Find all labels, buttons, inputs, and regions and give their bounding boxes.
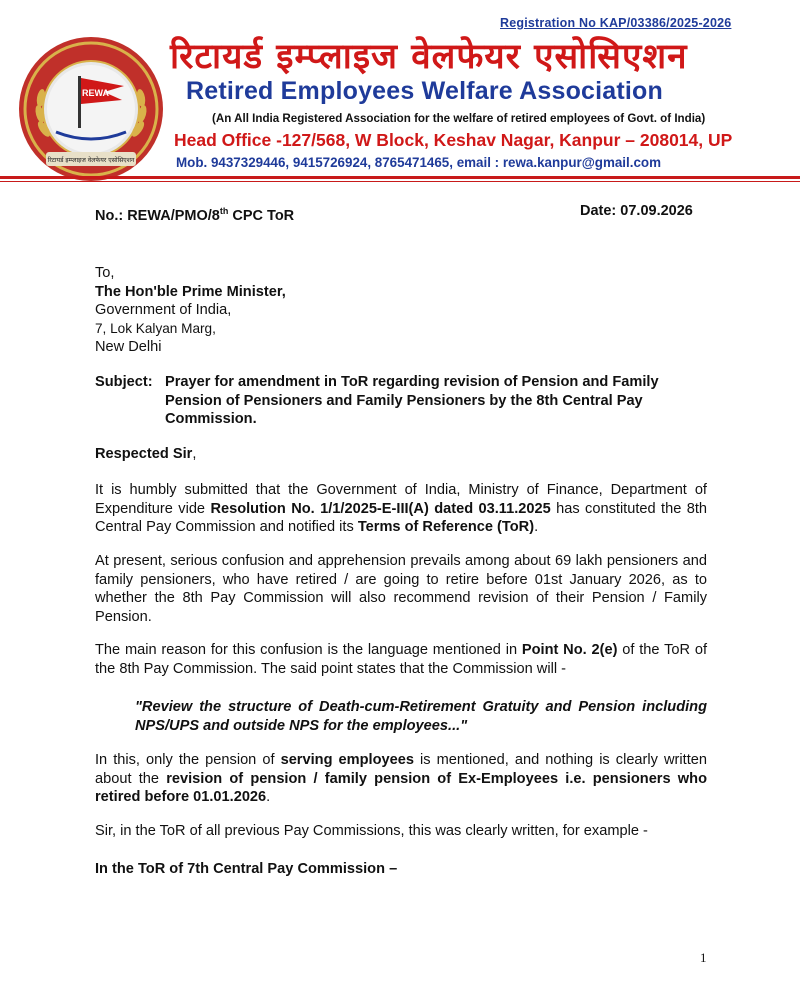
to-line: To,	[95, 265, 115, 281]
association-subtitle: (An All India Registered Association for the welfare of retired employees of Govt. of India)	[212, 112, 706, 125]
paragraph-6: In the ToR of 7th Central Pay Commission –	[95, 861, 398, 877]
recipient-block	[95, 264, 286, 357]
association-name-english: Retired Employees Welfare Association	[186, 77, 664, 105]
page-number: 1	[700, 950, 707, 965]
logo-ring-text: रिटायर्ड इम्प्लाइज वेलफेयर एसोसिएशन	[47, 157, 135, 164]
subject-block	[95, 373, 707, 429]
subject-rest: Pension of Pensioners and Family Pensioners by the 8th Central Pay Commission.	[165, 392, 643, 427]
paragraph-4: In this, only the pension of serving employees is mentioned, and nothing is clearly written about the revision of pension / family pension of Ex-Employees i.e. pensioners who retired before 01.01.2026.	[95, 752, 707, 805]
paragraph-5: Sir, in the ToR of all previous Pay Commissions, this was clearly written, for example -	[95, 823, 648, 839]
letterhead-divider	[0, 176, 800, 179]
rewa-logo	[16, 34, 166, 184]
subject-line1: Prayer for amendment in ToR regarding revision of Pension and Family	[165, 374, 659, 390]
salutation: Respected Sir,	[95, 446, 197, 462]
contact-details: Mob. 9437329446, 9415726924, 8765471465, email : rewa.kanpur@gmail.com	[176, 155, 662, 170]
subject-label: Subject:	[95, 374, 153, 390]
tor-quote: "Review the structure of Death-cum-Retirement Gratuity and Pension including NPS/UPS and outside NPS for the employees..."	[135, 699, 707, 734]
recipient-street: 7, Lok Kalyan Marg,	[95, 320, 216, 336]
paragraph-1: It is humbly submitted that the Government of India, Ministry of Finance, Department of Expenditure vide Resolution No. 1/1/2025-E-III(A) dated 03.11.2025 has constituted the 8th Central Pay Commission and notified its Terms of Reference (ToR).	[95, 482, 707, 535]
paragraph-3: The main reason for this confusion is the language mentioned in Point No. 2(e) of the ToR of the 8th Pay Commission. The said point states that the Commission will -	[95, 642, 707, 677]
recipient-city: New Delhi	[95, 339, 162, 355]
letterhead-divider-thin	[0, 181, 800, 182]
registration-number: Registration No KAP/03386/2025-2026	[500, 16, 732, 30]
recipient-name: The Hon'ble Prime Minister,	[95, 283, 286, 300]
paragraph-2: At present, serious confusion and apprehension prevails among about 69 lakh pensioners and family pensioners, who have retired / are going to retire before 01st January 2026, as to whether the 8th Pay Commission will also recommend revision of their Pension / Family Pension.	[95, 553, 707, 625]
logo-abbr: REWA	[82, 88, 109, 98]
letter-date: Date: 07.09.2026	[580, 203, 693, 219]
association-name-hindi: रिटायर्ड इम्प्लाइज वेलफेयर एसोसिएशन	[170, 37, 688, 77]
recipient-org: Government of India,	[95, 302, 232, 318]
reference-number: No.: REWA/PMO/8th CPC ToR	[95, 206, 295, 224]
head-office-address: Head Office -127/568, W Block, Keshav Nagar, Kanpur – 208014, UP	[174, 130, 733, 150]
